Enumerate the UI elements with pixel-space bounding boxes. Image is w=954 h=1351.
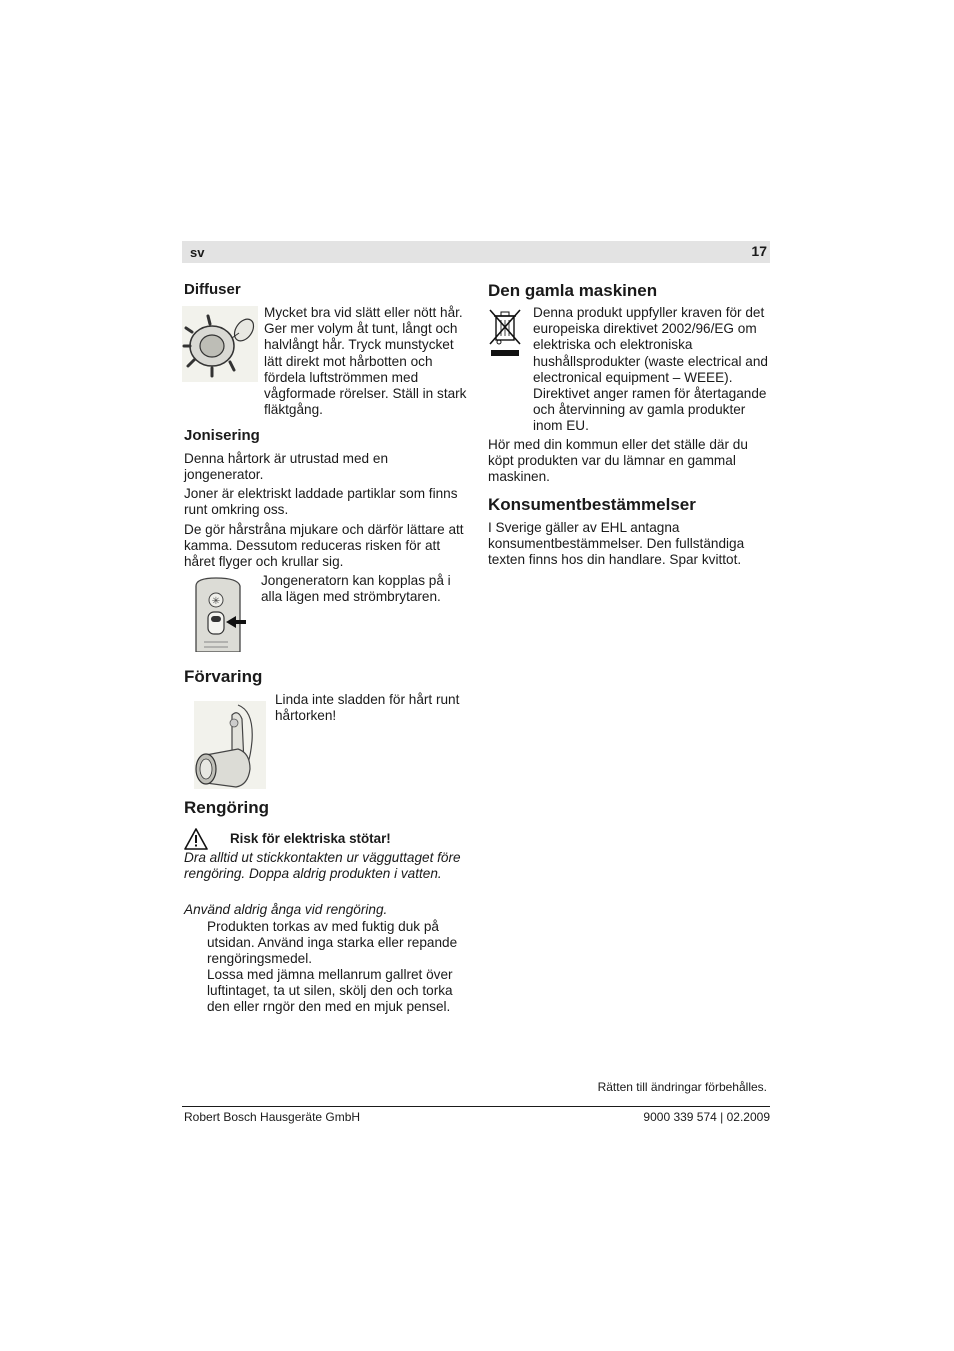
forvaring-heading: Förvaring [184,667,263,686]
cleaning-step-2: Lossa med jämna mellanrum gallret över luftintaget, ta ut silen, skölj den och torka den eller rngör den med en mjuk pensel. [207,967,453,1015]
jonisering-paragraph-2: Joner är elektriskt laddade partiklar som finns runt omkring oss. [184,486,458,518]
jonisering-paragraph-1: Denna hårtork är utrustad med en jongenerator. [184,451,389,483]
page-number: 17 [751,243,767,259]
commune-text: Hör med din kommun eller det ställe där du köpt produkten var du lämnar en gammal maskinen. [488,437,748,485]
gamla-maskinen-heading: Den gamla maskinen [488,281,658,300]
diffuser-attachment-icon [182,306,258,382]
diffuser-text: Mycket bra vid slätt eller nött hår. Ger mer volym åt tunt, långt och halvlångt hår. Tryck munstycket lätt direkt mot hårbotten och fördela luftströmmen med vågformade rörelser. Ställ in stark fläktgång. [264,305,467,418]
svg-text:✳: ✳ [211,596,221,607]
hairdryer-cord-icon [194,701,266,789]
page-header-bar [182,241,770,263]
ion-switch-icon [192,576,248,652]
crossed-out-bin-icon [488,308,522,358]
document-reference: 9000 339 574 | 02.2009 [643,1110,770,1124]
warning-title: Risk för elektriska stötar! [230,831,391,846]
diffuser-heading: Diffuser [184,281,241,298]
footer-divider [182,1106,770,1107]
forvaring-text: Linda inte sladden för hårt runt hårtorken! [275,692,460,724]
warning-triangle-icon [184,828,208,850]
jonisering-switch-text: Jongeneratorn kan kopplas på i alla lägen med strömbrytaren. [261,573,451,605]
language-code: sv [190,245,205,260]
warning-text: Dra alltid ut stickkontakten ur vägguttaget före rengöring. Doppa aldrig produkten i vatten. [184,850,461,882]
company-name: Robert Bosch Hausgeräte GmbH [184,1110,361,1124]
rights-notice: Rätten till ändringar förbehålles. [597,1080,767,1094]
cleaning-step-1: Produkten torkas av med fuktig duk på utsidan. Använd inga starka eller repande rengöringsmedel. [207,919,458,967]
konsument-heading: Konsumentbestämmelser [488,495,696,514]
weee-text: Denna produkt uppfyller kraven för det europeiska direktivet 2002/96/EG om elektriska och elektroniska hushållsprodukter (waste electrical and electronical equipment – WEEE). Direktivet anger ramen för återtagande och återvinning av gamla produkter inom EU. [533,305,768,434]
jonisering-paragraph-3: De gör hårstråna mjukare och därför lättare att kamma. Dessutom reduceras risken för att håret flyger och krullar sig. [184,522,464,570]
rengoring-heading: Rengöring [184,798,269,817]
konsument-text: I Sverige gäller av EHL antagna konsumentbestämmelser. Den fullständiga texten finns hos din handlare. Spar kvittot. [488,520,745,568]
jonisering-heading: Jonisering [184,427,260,444]
steam-warning-text: Använd aldrig ånga vid rengöring. [184,902,388,917]
